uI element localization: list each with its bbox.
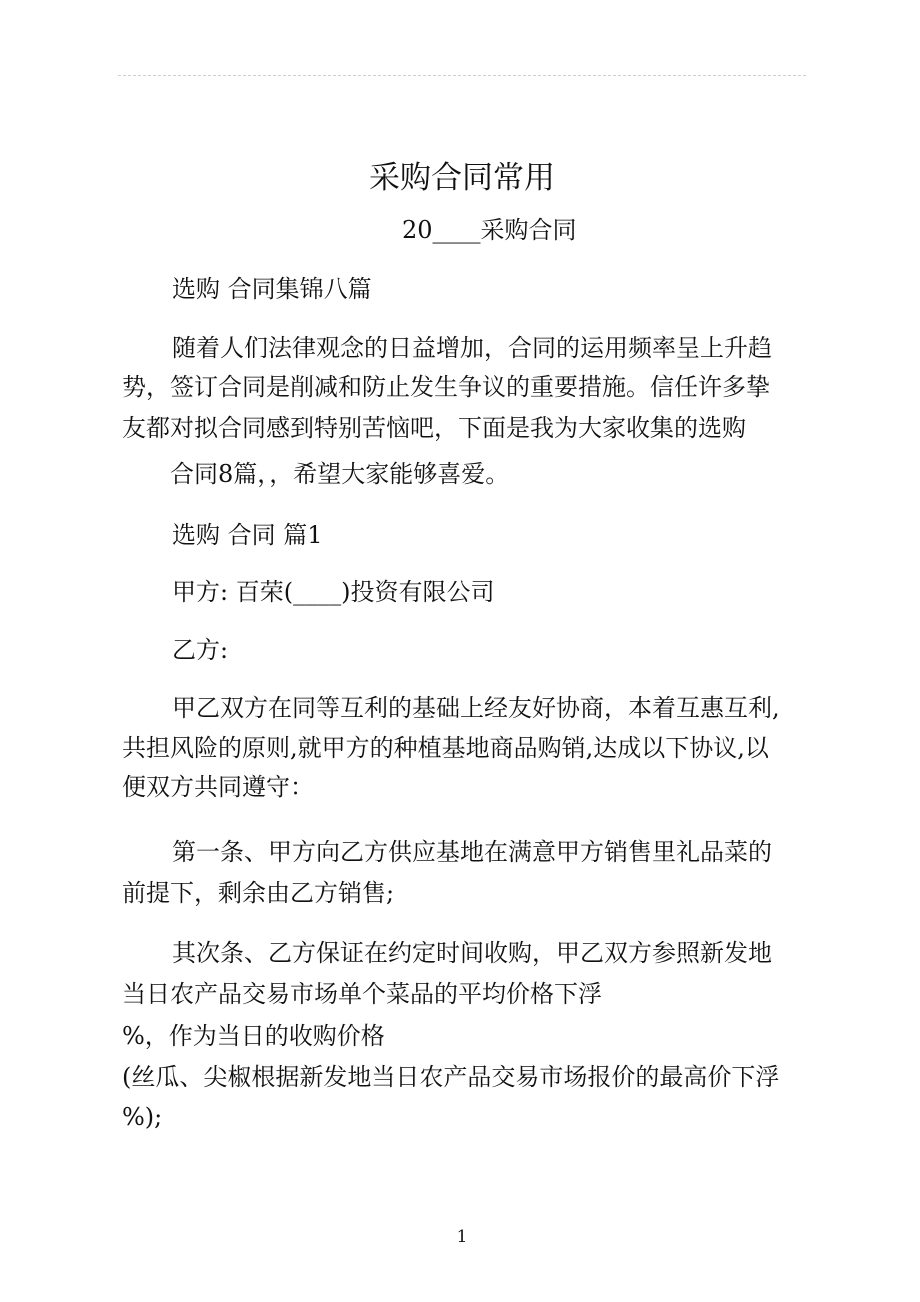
paragraph-line: 第一条、甲方向乙方供应基地在满意甲方销售里礼品菜的: [172, 838, 772, 866]
paragraph-line: 友都对拟合同感到特别苦恼吧，下面是我为大家收集的选购: [122, 414, 746, 442]
paragraph-line: 其次条、乙方保证在约定时间收购，甲乙双方参照新发地: [172, 939, 772, 967]
paragraph-line: 随着人们法律观念的日益增加，合同的运用频率呈上升趋: [172, 334, 772, 362]
paragraph-line: 共担风险的原则,就甲方的种植基地商品购销,达成以下协议,以: [122, 734, 769, 762]
paragraph-line: (丝瓜、尖椒根据新发地当日农产品交易市场报价的最高价下浮: [122, 1063, 780, 1091]
paragraph-line: 合同8篇，，希望大家能够喜爱。: [170, 460, 510, 488]
paragraph-line: %，作为当日的收购价格: [122, 1022, 385, 1050]
party-b: 乙方:: [172, 636, 229, 664]
document-subtitle: 20____采购合同: [402, 216, 577, 244]
paragraph-line: 前提下，剩余由乙方销售;: [122, 879, 395, 907]
page-number: 1: [456, 1227, 468, 1247]
party-a: 甲方: 百荣(____)投资有限公司: [172, 578, 495, 606]
document-title: 采购合同常用: [369, 160, 555, 196]
paragraph-line: 势，签订合同是削减和防止发生争议的重要措施。信任许多挚: [122, 373, 770, 401]
header-divider: [118, 75, 806, 76]
section-heading: 选购 合同 篇1: [172, 521, 323, 549]
paragraph-line: %);: [122, 1103, 163, 1131]
paragraph-line: 当日农产品交易市场单个菜品的平均价格下浮: [122, 980, 602, 1008]
paragraph-line: 甲乙双方在同等互利的基础上经友好协商，本着互惠互利,: [172, 694, 780, 722]
section-heading: 选购 合同集锦八篇: [172, 275, 372, 303]
paragraph-line: 便双方共同遵守：: [122, 773, 314, 801]
